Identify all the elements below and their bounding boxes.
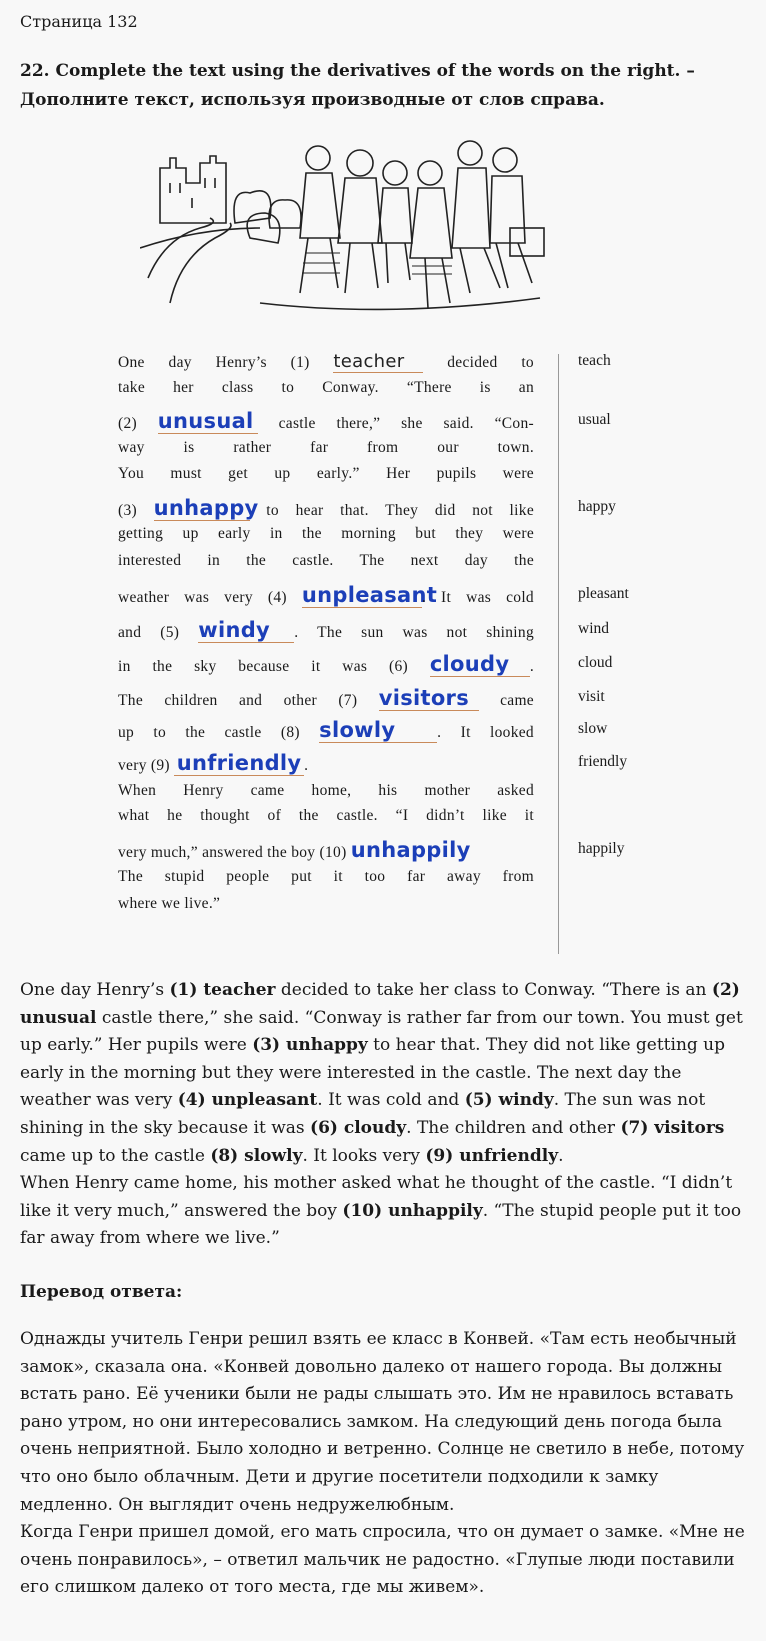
exercise-line-9: weather was very (4) unpleasant. It was cold <box>118 583 534 607</box>
exercise-line-2: take her class to Conway. “There is an <box>118 379 534 396</box>
exercise-line-14: very (9) unfriendly . <box>118 751 309 775</box>
illustration-children-walking <box>140 128 570 328</box>
exercise-line-18: The stupid people put it too far away from <box>118 868 534 885</box>
exercise-line-1: One day Henry’s (1) teacher decided to <box>118 351 534 372</box>
root-word-10: happily <box>578 840 625 857</box>
root-word-7: visit <box>578 688 605 705</box>
exercise-line-6: (3) unhappy to hear that. They did not like <box>118 496 534 520</box>
exercise-line-13: up to the castle (8) slowly . It looked <box>118 718 534 742</box>
exercise-line-17: very much,” answered the boy (10) unhappily <box>118 838 471 862</box>
exercise-line-10: and (5) windy . The sun was not shining <box>118 618 535 642</box>
root-word-9: friendly <box>578 753 628 770</box>
answer-paragraph-2: When Henry came home, his mother asked what he thought of the castle. “I didn’t like it very much,” answered the boy (10) unhappily. “The stupid people put it too far away from where we live.” <box>20 1173 742 1249</box>
root-word-2: usual <box>578 411 611 428</box>
answer-8: slowly <box>319 718 396 742</box>
task-title <box>20 57 740 115</box>
exercise-line-8: interested in the castle. The next day the <box>118 552 534 569</box>
answer-6: cloudy <box>429 652 510 676</box>
answer-10: unhappily <box>350 838 471 862</box>
task-title-english: 22. Complete the text using the derivatives of the words on the right. – <box>20 61 695 81</box>
root-word-6: cloud <box>578 654 613 671</box>
exercise-line-12: The children and other (7) visitors came <box>118 686 534 710</box>
page-label: Страница 132 <box>20 12 138 31</box>
exercise-line-4: way is rather far from our town. <box>118 439 534 456</box>
answer-text <box>20 977 750 1253</box>
exercise-line-5: You must get up early.” Her pupils were <box>118 465 534 482</box>
answer-1: teacher <box>333 351 405 372</box>
translation-paragraph-1: Однажды учитель Генри решил взять ее класс в Конвей. «Там есть необычный замок», сказала она. «Конвей довольно далеко от нашего города. Вы должны встать рано. Её ученики были не рады слышать это. Им не нравилось вставать рано утром, но они интересовались замком. На следующий день погода была очень неприятной. Было холодно и ветренно. Солнце не светило в небе, потому что оно было облачным. Дети и другие посетители подходили к замку медленно. Он выглядит очень недружелюбным. <box>20 1329 745 1515</box>
exercise-line-7: getting up early in the morning but they were <box>118 525 534 542</box>
answer-9: unfriendly <box>176 751 302 775</box>
exercise-line-11: in the sky because it was (6) cloudy . <box>118 652 534 676</box>
answer-4: unpleasant <box>301 583 438 607</box>
answer-7: visitors <box>378 686 470 710</box>
exercise-line-3: (2) unusual castle there,” she said. “Con- <box>118 409 534 433</box>
answer-paragraph-1: One day Henry’s (1) teacher decided to take her class to Conway. “There is an (2) unusual castle there,” she said. “Conway is rather far from our town. You must get up early.” Her pupils were (3) unhappy to hear that. They did not like getting up early in the morning but they were interested in the castle. The next day the weather was very (4) unpleasant. It was cold and (5) windy. The sun was not shining in the sky because it was (6) cloudy. The children and other (7) visitors came up to the castle (8) slowly. It looks very (9) unfriendly. <box>20 980 743 1166</box>
answer-5: windy <box>198 618 271 642</box>
column-divider <box>558 354 559 954</box>
exercise-text-block <box>118 351 658 958</box>
exercise-line-16: what he thought of the castle. “I didn’t like it <box>118 807 534 824</box>
root-word-8: slow <box>578 720 608 737</box>
root-word-4: pleasant <box>578 585 629 602</box>
exercise-line-15: When Henry came home, his mother asked <box>118 782 534 799</box>
translation-paragraph-2: Когда Генри пришел домой, его мать спросила, что он думает о замке. «Мне не очень понравилось», – ответил мальчик не радостно. «Глупые люди поставили его слишком далеко от того места, где мы живем». <box>20 1522 745 1598</box>
exercise-line-19: where we live.” <box>118 895 221 912</box>
translation-text <box>20 1326 750 1602</box>
answer-3: unhappy <box>153 496 259 520</box>
translation-heading: Перевод ответа: <box>20 1282 183 1302</box>
task-title-russian: Дополните текст, используя производные от слов справа. <box>20 90 605 110</box>
root-word-1: teach <box>578 352 611 369</box>
root-word-5: wind <box>578 620 609 637</box>
root-word-3: happy <box>578 498 616 515</box>
answer-2: unusual <box>157 409 254 433</box>
